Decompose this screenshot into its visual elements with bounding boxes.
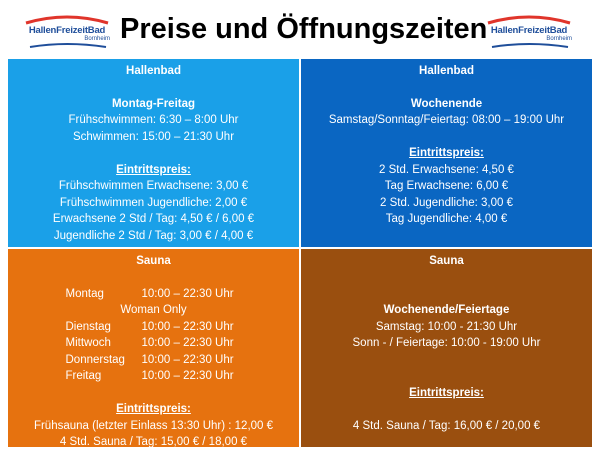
logo-sub: Bornheim (84, 36, 110, 42)
price-line: 4 Std. Sauna / Tag: 16,00 € / 20,00 € (352, 419, 541, 432)
price-line: 4 Std. Sauna / Tag: 15,00 € / 18,00 € (59, 436, 248, 448)
price-line: 2 Std. Erwachsene: 4,50 € (379, 163, 514, 176)
logo-right (484, 14, 574, 48)
logo-left (22, 14, 112, 48)
schedule-time: 10:00 – 22:30 Uhr (141, 353, 234, 366)
price-heading: Eintrittspreis: (409, 147, 484, 159)
price-line: Frühschwimmen Jugendliche: 2,00 € (59, 196, 248, 209)
hours-line: Schwimmen: 15:00 – 21:30 Uhr (72, 130, 235, 143)
schedule-day: Freitag (65, 370, 102, 382)
schedule-time: 10:00 – 22:30 Uhr (141, 337, 234, 349)
panel-subheading: Wochenende/Feiertage (383, 304, 510, 316)
price-line: Erwachsene 2 Std / Tag: 4,50 € / 6,00 € (52, 213, 255, 225)
price-line: Frühschwimmen Erwachsene: 3,00 € (58, 180, 249, 192)
panel-sauna-weekday (7, 248, 300, 448)
schedule-row (8, 286, 299, 303)
panel-heading: Sauna (136, 255, 171, 267)
hours-line: Frühschwimmen: 6:30 – 8:00 Uhr (68, 114, 239, 126)
schedule-day: Montag (65, 287, 104, 300)
price-line: Frühsauna (letzter Einlass 13:30 Uhr) : 12,00 € (33, 419, 274, 432)
panel-heading: Sauna (429, 255, 464, 267)
price-heading: Eintrittspreis: (116, 403, 191, 415)
panel-subheading: Montag-Freitag (111, 97, 196, 110)
price-heading: Eintrittspreis: (116, 163, 191, 176)
schedule-row (8, 335, 299, 352)
panel-heading: Hallenbad (419, 65, 474, 77)
price-line: 2 Std. Jugendliche: 3,00 € (380, 196, 513, 209)
schedule-time: 10:00 – 22:30 Uhr (141, 287, 234, 300)
schedule-day: Mittwoch (65, 337, 111, 349)
schedule-time: 10:00 – 22:30 Uhr (141, 320, 234, 333)
schedule-day: Dienstag (65, 320, 111, 333)
panel-subheading: Wochenende (410, 97, 483, 110)
price-grid (7, 58, 593, 448)
schedule-row (8, 352, 299, 369)
logo-sub: Bornheim (546, 36, 572, 42)
logo-name: HallenFreizeitBad (28, 25, 106, 36)
schedule-note: Woman Only (120, 304, 187, 316)
schedule-row (8, 319, 299, 336)
page-title: Preise und Öffnungszeiten (120, 13, 488, 45)
schedule-time: 10:00 – 22:30 Uhr (141, 370, 234, 382)
schedule-day: Donnerstag (65, 353, 125, 366)
panel-hallenbad-weekend (300, 58, 593, 248)
hours-line: Samstag: 10:00 - 21:30 Uhr (375, 320, 518, 333)
panel-sauna-weekend (300, 248, 593, 448)
schedule-row (8, 368, 299, 385)
price-line: Tag Jugendliche: 4,00 € (385, 213, 508, 225)
logo-name: HallenFreizeitBad (490, 25, 568, 36)
hours-line: Sonn - / Feiertage: 10:00 - 19:00 Uhr (352, 337, 541, 349)
panel-hallenbad-weekday (7, 58, 300, 248)
panel-heading: Hallenbad (126, 65, 181, 77)
price-line: Jugendliche 2 Std / Tag: 3,00 € / 4,00 € (53, 229, 254, 242)
hours-line: Samstag/Sonntag/Feiertag: 08:00 – 19:00 Uhr (328, 114, 565, 126)
price-heading: Eintrittspreis: (409, 386, 484, 399)
price-line: Tag Erwachsene: 6,00 € (384, 180, 509, 192)
